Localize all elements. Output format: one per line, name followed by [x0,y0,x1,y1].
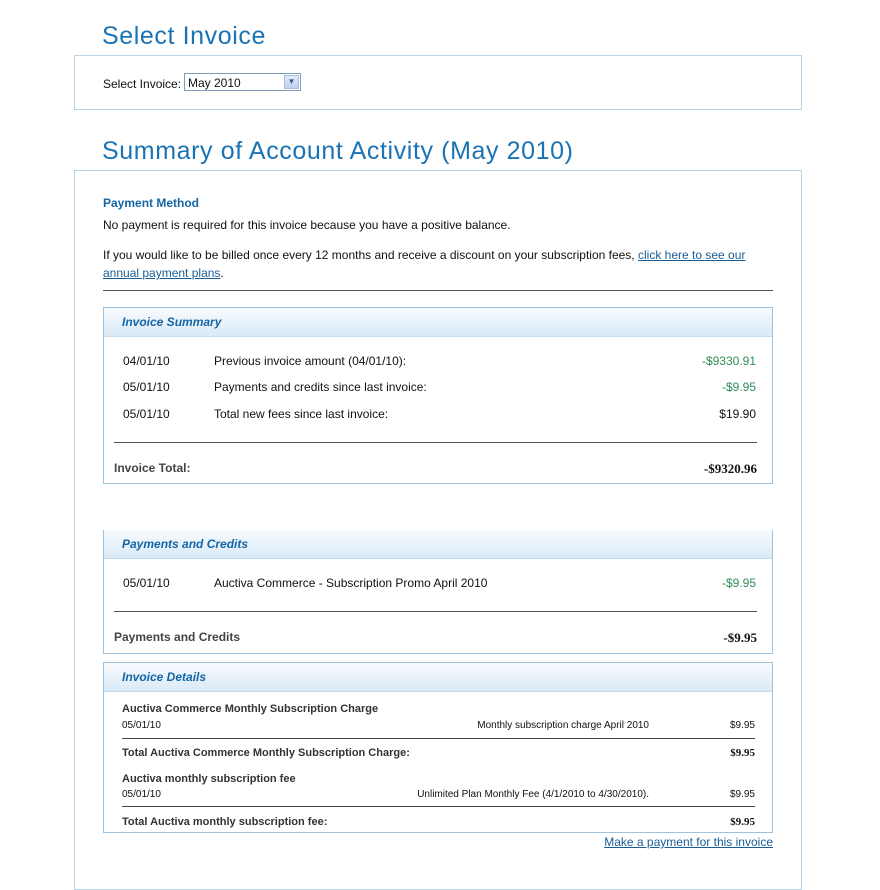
payment-method-heading: Payment Method [103,196,200,210]
row-desc: Auctiva Commerce - Subscription Promo April 2010 [214,576,488,590]
detail-total-amount: $9.95 [730,747,755,759]
row-desc: Payments and credits since last invoice: [214,380,427,394]
row-date: 05/01/10 [123,576,170,590]
invoice-total-label: Invoice Total: [114,461,191,475]
row-desc: Previous invoice amount (04/01/10): [214,354,407,368]
table-row [104,407,772,423]
detail-total-amount: $9.95 [730,816,755,828]
row-amount: -$9.95 [721,576,756,590]
detail-desc: Unlimited Plan Monthly Fee (4/1/2010 to 4/30/2010). [417,789,649,800]
detail-date: 05/01/10 [122,720,161,731]
detail-group-total [122,747,755,759]
row-amount: -$9330.91 [701,354,756,368]
annual-plan-period: . [220,266,224,280]
invoice-details-box [103,662,773,833]
divider [114,611,757,612]
detail-desc: Monthly subscription charge April 2010 [477,720,649,731]
detail-total-label: Total Auctiva Commerce Monthly Subscription Charge: [122,747,410,759]
invoice-select[interactable] [184,73,301,91]
invoice-summary-header [104,308,772,337]
detail-total-label: Total Auctiva monthly subscription fee: [122,816,328,828]
detail-group-title: Auctiva monthly subscription fee [122,773,296,785]
chevron-down-icon[interactable]: ▼ [284,75,299,89]
annual-plan-link[interactable]: click here to see our [637,248,746,262]
invoice-details-title: Invoice Details [122,670,207,684]
row-desc: Total new fees since last invoice: [214,407,389,421]
detail-group-total [122,816,755,828]
annual-plan-text: If you would like to be billed once every 12 months and receive a discount on your subscription fees, [103,248,638,262]
make-payment-link[interactable]: Make a payment for this invoice [604,835,773,849]
annual-plan-link-cont[interactable]: annual payment plans [103,266,221,280]
row-date: 05/01/10 [123,380,170,394]
detail-group-title: Auctiva Commerce Monthly Subscription Charge [122,703,379,715]
select-invoice-label: Select Invoice: [103,77,182,91]
select-invoice-title: Select Invoice [102,22,267,50]
payments-credits-title: Payments and Credits [122,537,249,551]
detail-amount: $9.95 [729,720,755,731]
payment-method-note: No payment is required for this invoice because you have a positive balance. [103,218,511,232]
row-date: 05/01/10 [123,407,170,421]
payments-credits-header [104,530,772,559]
divider [122,738,755,739]
invoice-select-value: May 2010 [188,76,241,90]
summary-panel [74,170,802,890]
row-amount: $19.90 [719,407,756,421]
payments-credits-box [103,530,773,654]
divider [114,442,757,443]
detail-date: 05/01/10 [122,789,161,800]
invoice-total-row [114,461,757,475]
row-amount: -$9.95 [721,380,756,394]
select-invoice-panel [74,55,802,110]
divider [122,806,755,807]
annual-plan-note [103,246,768,282]
divider [103,290,773,291]
summary-title: Summary of Account Activity (May 2010) [102,137,574,165]
table-row [104,380,772,396]
table-row [104,576,772,592]
detail-amount: $9.95 [729,789,755,800]
payments-credits-total-row [114,630,757,644]
invoice-summary-box [103,307,773,484]
payments-credits-total-label: Payments and Credits [114,630,241,644]
invoice-summary-title: Invoice Summary [122,315,222,329]
payments-credits-total-amount: -$9.95 [723,630,757,645]
invoice-details-header [104,663,772,692]
table-row [104,354,772,370]
invoice-total-amount: -$9320.96 [703,461,757,476]
row-date: 04/01/10 [123,354,170,368]
